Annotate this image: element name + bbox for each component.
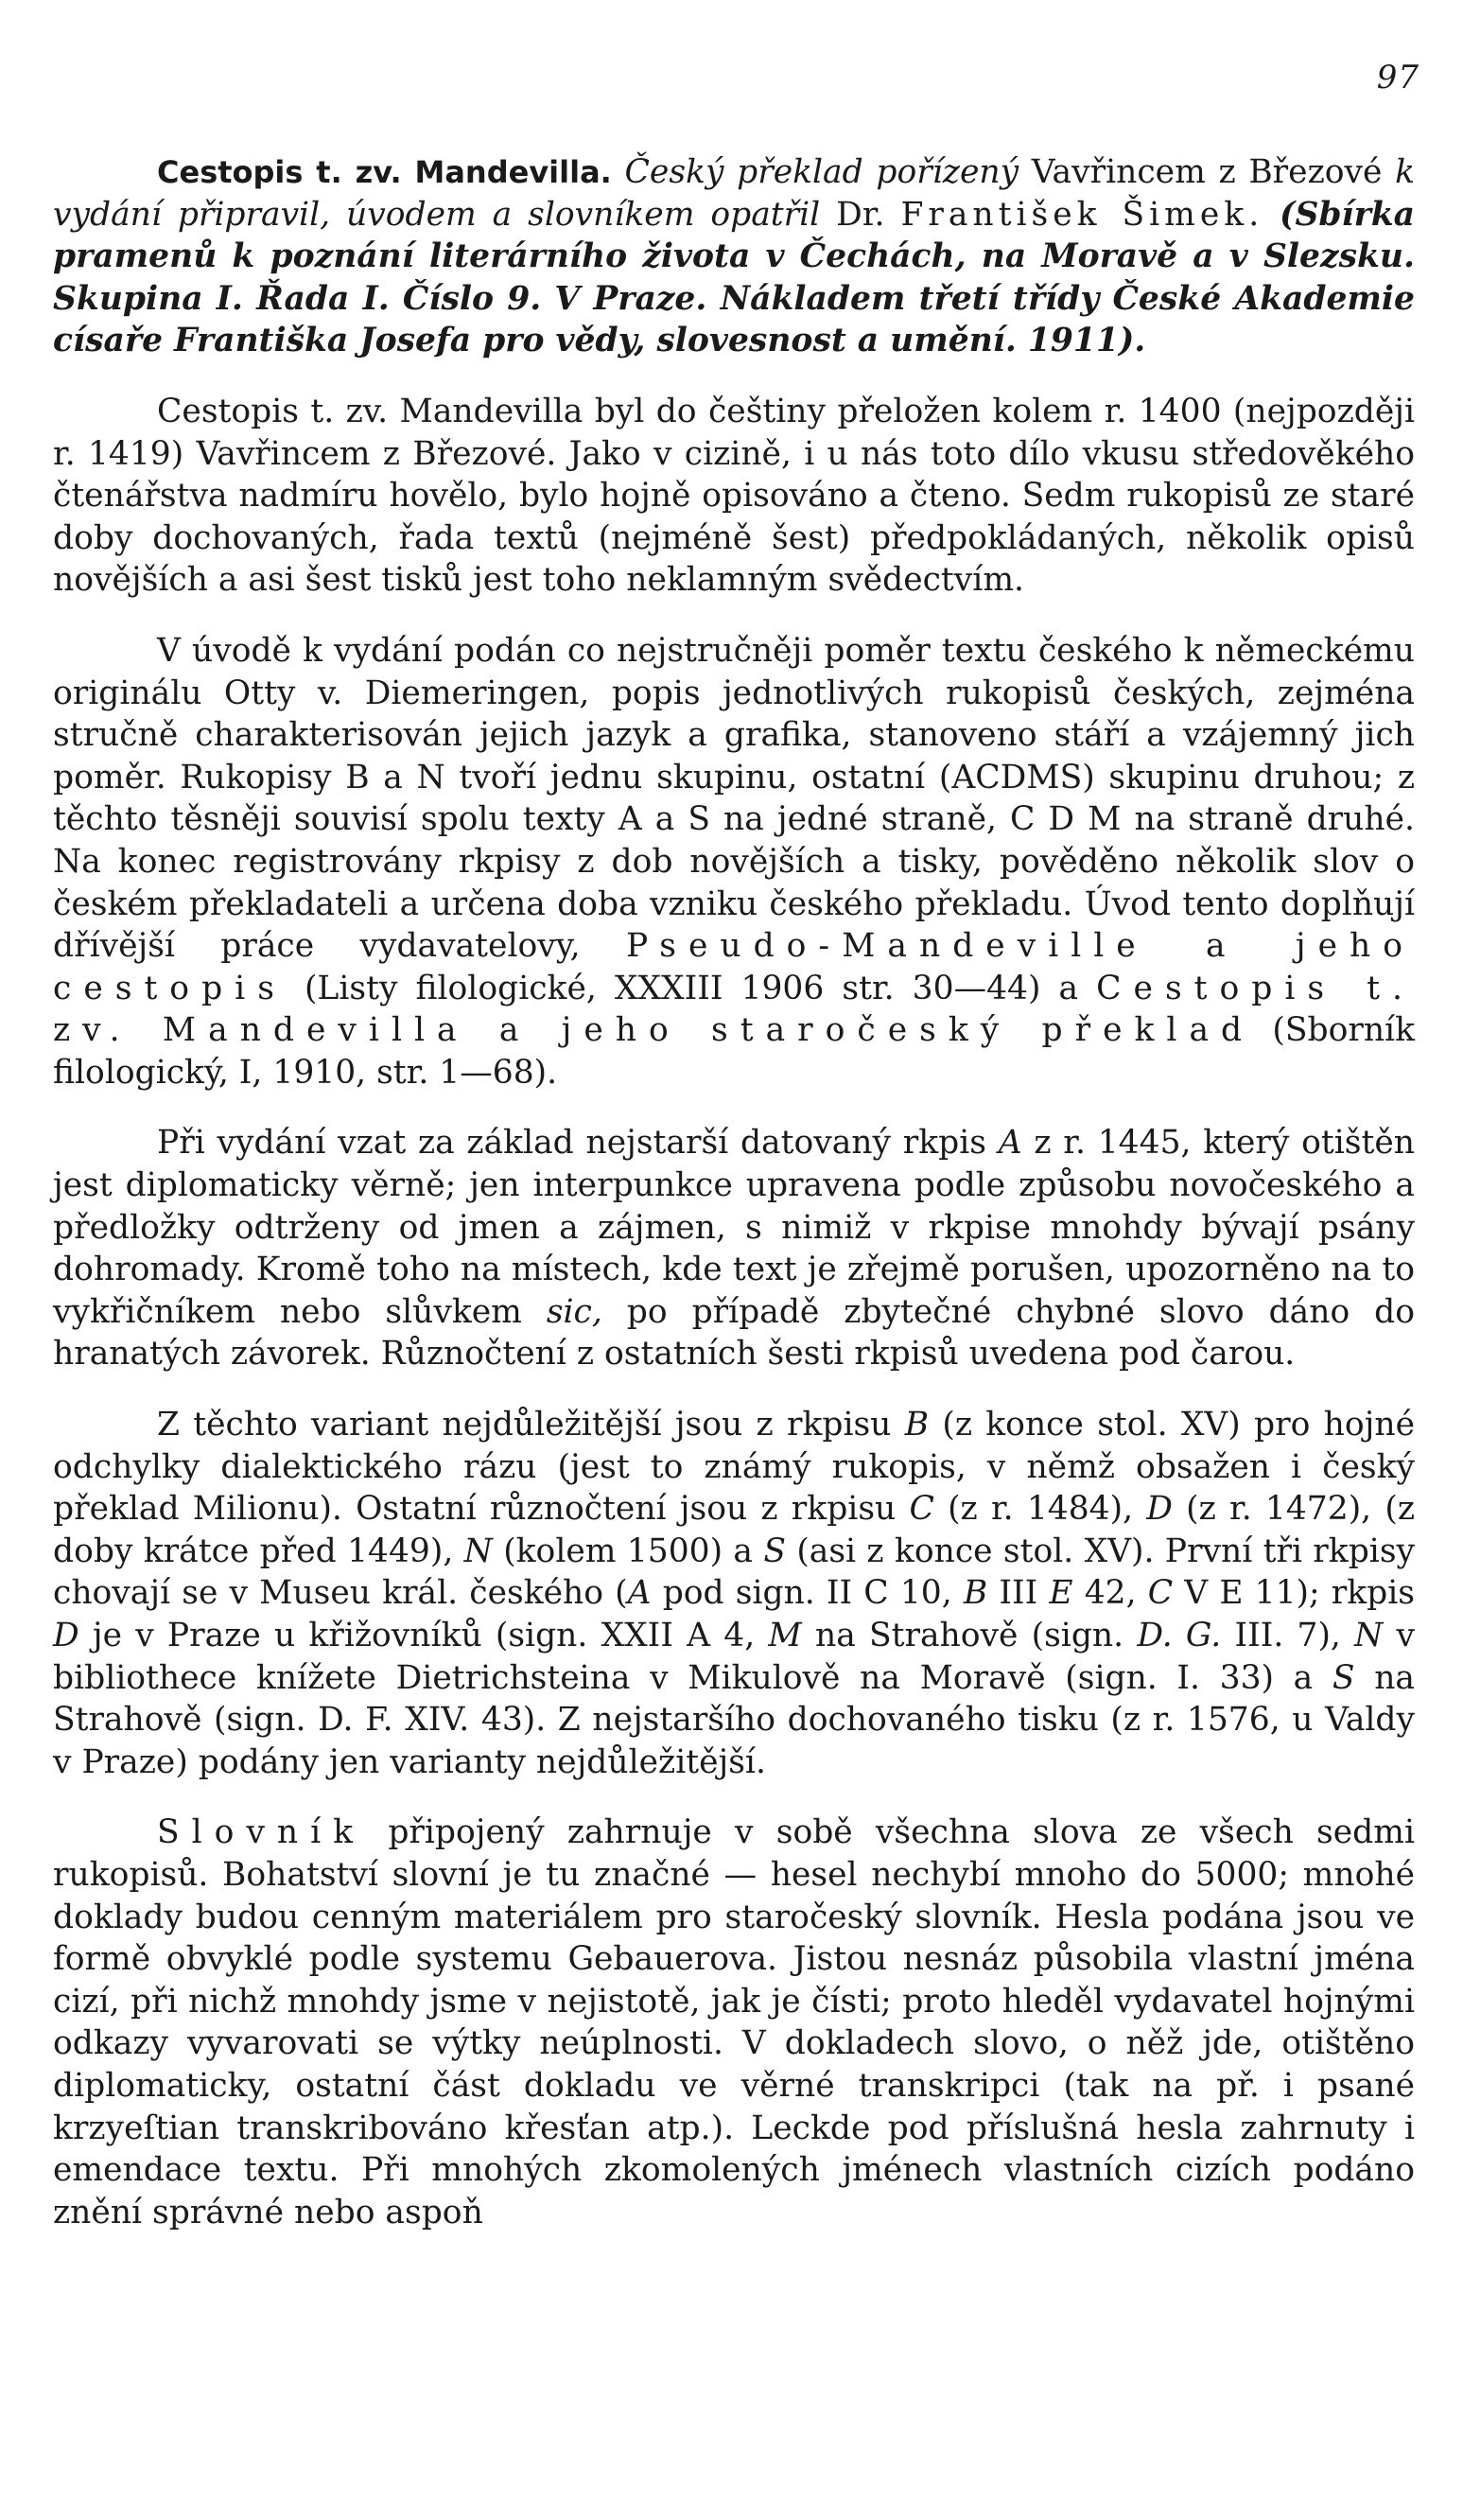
series-info: (Sbírka pramenů k poznání literárního života v Čechách, na Moravě a v Slezsku. Skupina I. Řada I. Číslo 9. V Praze. Nákladem třetí třídy České Akademie císaře Františka Josefa pro vědy, slovesnost a umění. 1911). bbox=[53, 195, 1416, 360]
paragraph-text: V E 11); rkpis bbox=[1184, 1574, 1415, 1613]
manuscript-siglum: M bbox=[768, 1617, 802, 1654]
text-body bbox=[53, 151, 1415, 2233]
manuscript-siglum: E bbox=[1049, 1574, 1073, 1613]
book-title: Cestopis t. zv. Mandevilla. bbox=[157, 154, 612, 190]
paragraph-text: po případě zbytečné chybné slovo dáno do hranatých závorek. Různočtení z ostatních šesti rkpisů uvedena pod čarou. bbox=[53, 1292, 1416, 1374]
work-title: Pseudo-Mandeville a jeho cestopis bbox=[53, 927, 1416, 1007]
paragraph-text: připojený zahrnuje v sobě všechna slova ze všech sedmi rukopisů. Bohatství slovní je tu značné — hesel nechybí mnoho do 5000; mnohé doklady budou cenným materiálem pro staročeský slovník. Hesla podána jsou ve formě obvyklé podle systemu Gebauerova. Jistou nesnáz působila vlastní jména cizí, při nichž mnohdy jsme v nejistotě, jak je čísti; proto hleděl vydavatel hojnými odkazy vyvarovati se výtky neúplnosti. V dokladech slovo, o něž jde, otištěno diplomaticky, ostatní část dokladu ve věrné transkripci (tak na př. i psané krzyeſtian transkribováno křesťan atp.). Leckde pod příslušná hesla zahrnuty i emendace textu. Při mnohých zkomolených jménech vlastních cizích podáno znění správné nebo aspoň bbox=[53, 1813, 1415, 2231]
manuscript-siglum: S bbox=[1332, 1658, 1355, 1697]
paragraph-dictionary bbox=[53, 1811, 1415, 2233]
paragraph-text: (z r. 1472), (z doby krátce před 1449), bbox=[53, 1490, 1415, 1570]
paragraph-text: 42, bbox=[1084, 1574, 1137, 1613]
manuscript-siglum: A bbox=[998, 1124, 1022, 1163]
paragraph-text: (Sborník filologický, I, 1910, str. 1—68). bbox=[53, 1011, 1415, 1092]
paragraph-text: pod sign. II C 10, bbox=[662, 1574, 952, 1613]
paragraph-text: (Listy filologické, XXXIII 1906 str. 30—44) a bbox=[304, 969, 1079, 1007]
paragraph-text: je v Praze u křižovníků (sign. XXII A 4, bbox=[92, 1617, 756, 1654]
editor-note: k vydání připravil, úvodem a slovníkem opatřil bbox=[53, 153, 1416, 234]
manuscript-siglum: B bbox=[963, 1574, 988, 1613]
paragraph-text: na Strahově (sign. bbox=[814, 1617, 1124, 1654]
paragraph-text: (z konce stol. XV) pro hojné odchylky dialektického rázu (jest to známý rukopis, v němž obsažen i český překlad Milionu). Ostatní různočtení jsou z rkpisu bbox=[53, 1406, 1416, 1529]
paragraph-text: V úvodě k vydání podán co nejstručněji poměr textu českého k německému originálu Otty v. Diemeringen, popis jednotlivých rukopisů českých, zejména stručně charakterisován jejich jazyk a grafika, stanoveno stáří a vzájemný jich poměr. Rukopisy B a N tvoří jednu skupinu, ostatní (ACDMS) skupinu druhou; z těchto těsněji souvisí spolu texty A a S na jedné straně, C D M na straně druhé. Na konec registrovány rkpisy z dob novějších a tisky, pověděno několik slov o českém překladateli a určena doba vzniku českého překladu. Úvod tento doplňují dřívější práce vydavatelovy, bbox=[53, 631, 1415, 966]
work-title: Cestopis t. zv. Mandevilla a jeho staročeský překlad bbox=[53, 969, 1416, 1050]
manuscript-siglum: D bbox=[53, 1617, 79, 1654]
paragraph-text: III bbox=[999, 1574, 1038, 1613]
manuscript-siglum: D bbox=[1146, 1490, 1173, 1529]
sic-term: sic, bbox=[546, 1292, 602, 1331]
manuscript-siglum: A bbox=[627, 1574, 652, 1613]
manuscript-siglum: D. G. bbox=[1137, 1617, 1222, 1654]
paragraph-text: (z r. 1484), bbox=[948, 1490, 1134, 1529]
paragraph-text: v bibliothece knížete Dietrichsteina v Mikulově na Moravě (sign. I. 33) a bbox=[53, 1617, 1416, 1697]
paragraph-text: Z těchto variant nejdůležitější jsou z rkpisu bbox=[157, 1406, 892, 1444]
dictionary-term: Slovník bbox=[157, 1813, 366, 1852]
manuscript-siglum: C bbox=[909, 1490, 934, 1529]
paragraph-text: III. 7), bbox=[1234, 1617, 1341, 1654]
paragraph-text: z r. 1445, který otištěn jest diplomaticky věrně; jen interpunkce upravena podle způsobu novočeského a předložky odtrženy od jmen a zájmen, s nimiž v rkpise mnohdy bývají psány dohromady. Kromě toho na místech, kde text je zřejmě porušen, upozorněno na to vykřičníkem nebo slůvkem bbox=[53, 1124, 1416, 1331]
manuscript-siglum: N bbox=[463, 1531, 493, 1570]
book-entry-header bbox=[53, 151, 1415, 362]
manuscript-siglum: B bbox=[904, 1406, 930, 1444]
manuscript-siglum: C bbox=[1147, 1574, 1174, 1613]
translator-name: Vavřincem z Březové bbox=[1031, 153, 1383, 191]
paragraph-variants bbox=[53, 1404, 1415, 1783]
page-number: 97 bbox=[1376, 59, 1419, 96]
paragraph-intro: Cestopis t. zv. Mandevilla byl do češtiny přeložen kolem r. 1400 (nejpozději r. 1419) Vavřincem z Březové. Jako v cizině, i u nás toto dílo vkusu středověkého čtenářstva nadmíru hovělo, bylo hojně opisováno a čteno. Sedm rukopisů ze staré doby dochovaných, řada textů (nejméně šest) předpokládaných, několik opisů novějších a asi šest tisků jest toho neklamným svědectvím. bbox=[53, 392, 1415, 600]
manuscript-siglum: N bbox=[1354, 1617, 1384, 1654]
paragraph-edition-method bbox=[53, 1122, 1415, 1375]
paragraph-text: (asi z konce stol. XV). První tři rkpisy chovají se v Museu král. českého ( bbox=[53, 1531, 1416, 1613]
paragraph-text: (kolem 1500) a bbox=[503, 1531, 753, 1570]
book-subtitle: Český překlad pořízený bbox=[624, 153, 1019, 191]
paragraph-text: na Strahově (sign. D. F. XIV. 43). Z nejstaršího dochovaného tisku (z r. 1576, u Valdy v Praze) podány jen varianty nejdůležitější. bbox=[53, 1658, 1415, 1781]
manuscript-siglum: S bbox=[763, 1531, 786, 1570]
paragraph-text: Při vydání vzat za základ nejstarší datovaný rkpis bbox=[157, 1124, 986, 1163]
paragraph-introduction-overview bbox=[53, 630, 1415, 1094]
editor-prefix: Dr. bbox=[836, 195, 885, 234]
editor-name: František Šimek. bbox=[900, 195, 1264, 234]
